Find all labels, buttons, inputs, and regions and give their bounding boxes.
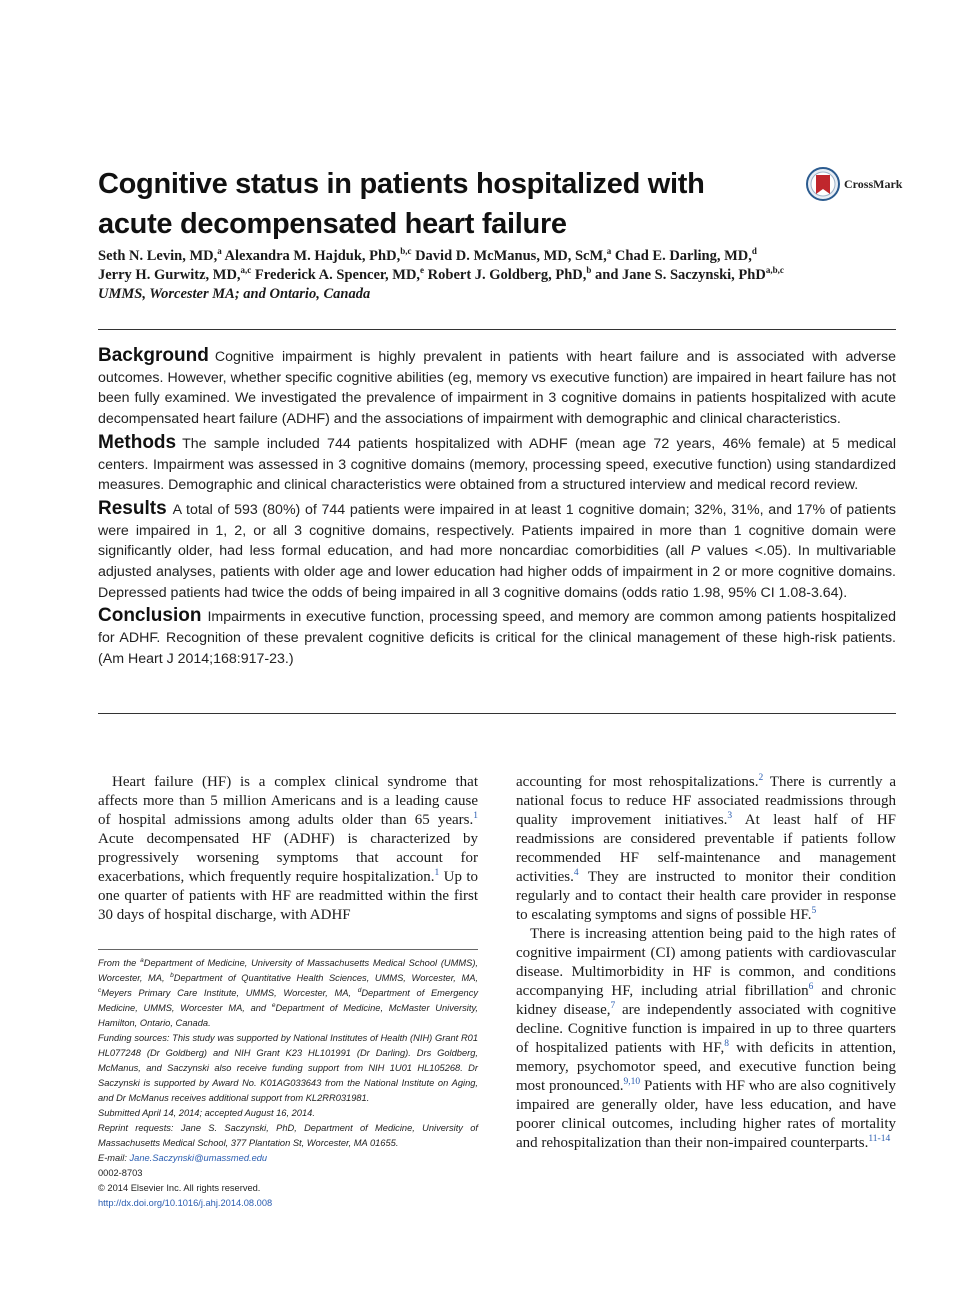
section-heading: Results [98,497,167,519]
citation-link[interactable]: 1 [473,811,478,821]
author-line-2 [98,266,898,285]
citation-link[interactable]: 7 [610,1001,616,1011]
article-title [98,164,798,244]
author-affiliation-mark: b,c [400,246,412,256]
section-text: Cognitive impairment is highly prevalent in patients with heart failure and is associated with adverse outcomes. However, whether specific cognitive abilities (eg, memory vs executive function) are impaired in heart failure has not been fully examined. We investigated the prevalence of impairment in 3 cognitive domains in patients hospitalized with acute decompensated heart failure (ADHF) and the associations of impairment with demographic and clinical characteristics. [98,349,896,428]
footnote-rule [98,949,478,950]
footnote-email: E-mail: Jane.Saczynski@umassmed.edu [98,1153,268,1163]
doi-link[interactable]: http://dx.doi.org/10.1016/j.ahj.2014.08.008 [98,1198,273,1208]
author-name: David D. McManus, MD, ScM, [411,248,607,264]
footnotes [98,956,478,1211]
abstract-bottom-rule [98,713,896,714]
footnote-funding: Funding sources: This study was supported by National Institutes of Health (NIH) Grant R01 HL077248 (Dr Goldberg) and NIH Grant K23 HL101991 (Dr Darling). Drs Goldberg, McManus, and Saczynski also receive funding support from NIH 1U01 HL105268. Dr Saczynski is supported by Award No. K01AG033643 from the National Institute on Aging, and Dr McManus receives additional support from KL2RR031981. [98,1033,478,1103]
footnote-submitted: Submitted April 14, 2014; accepted August 16, 2014. [98,1108,315,1118]
citation-link[interactable]: 6 [808,982,814,992]
section-heading: Conclusion [98,605,202,627]
citation-link[interactable]: 4 [573,868,579,878]
footnote-doi [98,1196,478,1211]
email-link[interactable]: Jane.Saczynski@umassmed.edu [129,1153,268,1163]
body-paragraph: Heart failure (HF) is a complex clinical syndrome that affects more than 5 million Americans and is a leading cause of hospital admissions among adults older than 65 years.$^1$ Acute decompensated HF (ADHF) is characterized by progressively worsening symptoms that account for exacerbations, which frequently require hospitalization.$^1$ Up to one quarter of patients with HF are readmitted within the first 30 days of hospital discharge, with ADHF [98,774,478,923]
abstract-background [98,346,896,430]
author-name: Alexandra M. Hajduk, PhD, [221,248,401,264]
section-text: The sample included 744 patients hospitalized with ADHF (mean age 72 years, 46% female) at 5 medical centers. Impairment was assessed in 3 cognitive domains (memory, processing speed, executive function) using standardized measures. Demographic and clinical characteristics were obtained from a structured interview and medical record review. [98,435,896,494]
author-affiliation-mark: b [586,265,592,275]
author-affiliation-mark: e [420,265,425,275]
body-column-right [516,773,896,1153]
author-name: and Jane S. Saczynski, PhD [591,267,766,283]
body-paragraph: accounting for most rehospitalizations.$^2$ There is currently a national focus to reduce HF associated readmissions through quality improvement initiatives.$^3$ At least half of HF readmissions are considered preventable if patients follow recommended HF self-maintenance and management activities.$^4$ They are instructed to monitor their condition regularly and to contact their health care provider in response to escalating symptoms and signs of possible HF.$^5$ [516,773,896,923]
section-text: values <.05). In multivariable adjusted analyses, patients with older age and lower education had higher odds of impairment in 2 or more cognitive domains. Depressed patients had twice the odds of being impaired in all 3 cognitive domains (odds ratio 1.98, 95% CI 1.08-3.64). [98,543,896,601]
abstract-conclusion [98,606,896,669]
abstract [98,346,896,673]
title-line-2: acute decompensated heart failure [98,208,567,240]
section-heading: Methods [98,431,177,453]
section-text: A total of 593 (80%) of 744 patients were impaired in at least 1 cognitive domain; 32%, 31%, and 17% of patients were impaired in 1, 2, or all 3 cognitive domains, respectively. Patients impaired in more than 1 cognitive domain were significantly older, had less formal education, and had more noncardiac comorbidities (all [98,501,896,560]
citation-link[interactable]: 9,10 [623,1077,641,1087]
author-name: Seth N. Levin, MD, [98,248,218,264]
body-column-left [98,773,478,925]
citation-link[interactable]: 5 [811,906,817,916]
abstract-methods [98,433,896,496]
author-affiliation-mark: d [751,246,757,256]
crossmark-icon [806,167,840,201]
affiliation-line: UMMS, Worcester MA; and Ontario, Canada [98,286,371,302]
citation-link[interactable]: 3 [727,811,733,821]
author-line-1 [98,247,898,266]
author-affiliation-mark: a [217,246,222,256]
author-affiliation-mark: a [606,246,612,256]
author-name: Robert J. Goldberg, PhD, [424,267,587,283]
citation-link[interactable]: 2 [758,773,764,783]
footnote-issn: 0002-8703 [98,1168,143,1178]
body-paragraph: There is increasing attention being paid to the high rates of cognitive impairment (CI) among patients with cardiovascular disease. Multimorbidity in HF is common, and conditions accompanying HF, including atrial fibrillation$^6$ and chronic kidney disease,$^7$ are independently associated with cognitive decline. Cognitive function is impaired in up to three quarters of hospitalized patients with HF,$^8$ with deficits in attention, memory, psychomotor speed, and executive function being most pronounced.$^{9,10}$ Patients with HF who are also cognitively impaired are generally older, have less education, and have poorer clinical outcomes, including higher rates of mortality and rehospitalization than their non-impaired counterparts.$^{11-14}$ [516,926,896,1151]
section-text: Impairments in executive function, processing speed, and memory are common among patients hospitalized for ADHF. Recognition of these prevalent cognitive deficits is critical for the clinical management of these high-risk patients. (Am Heart J 2014;168:917-23.) [98,609,896,667]
citation-link[interactable]: 1 [434,868,440,878]
p-value-symbol: P [690,543,701,560]
footnote-copyright: © 2014 Elsevier Inc. All rights reserved. [98,1183,261,1193]
author-affiliation-mark: a,b,c [765,265,784,275]
author-name: Frederick A. Spencer, MD, [251,267,421,283]
citation-link[interactable]: 11-14 [868,1134,891,1144]
crossmark-label: CrossMark [844,177,903,191]
author-name: Jerry H. Gurwitz, MD, [98,267,241,283]
author-affiliation-mark: a,c [240,265,252,275]
citation-link[interactable]: 8 [724,1039,730,1049]
footnote-reprint: Reprint requests: Jane S. Saczynski, PhD, Department of Medicine, University of Massachusetts Medical School, 377 Plantation St, Worcester, MA 01655. [98,1123,478,1148]
abstract-top-rule [98,329,896,330]
title-line-1: Cognitive status in patients hospitalized with [98,168,705,200]
crossmark-badge[interactable] [806,167,906,203]
author-name: Chad E. Darling, MD, [611,248,752,264]
author-list [98,247,898,285]
footnote-affiliations: From the $^a$Department of Medicine, University of Massachusetts Medical School (UMMS), Worcester, MA, $^b$Department of Quantitative Health Sciences, UMMS, Worcester, MA, $^c$Meyers Primary Care Institute, UMMS, Worcester, MA, $^d$Department of Emergency Medicine, UMMS, Worcester MA, and $^e$Department of Medicine, McMaster University, Hamilton, Ontario, Canada. [98,957,478,1028]
section-heading: Background [98,345,209,366]
abstract-results [98,499,896,604]
